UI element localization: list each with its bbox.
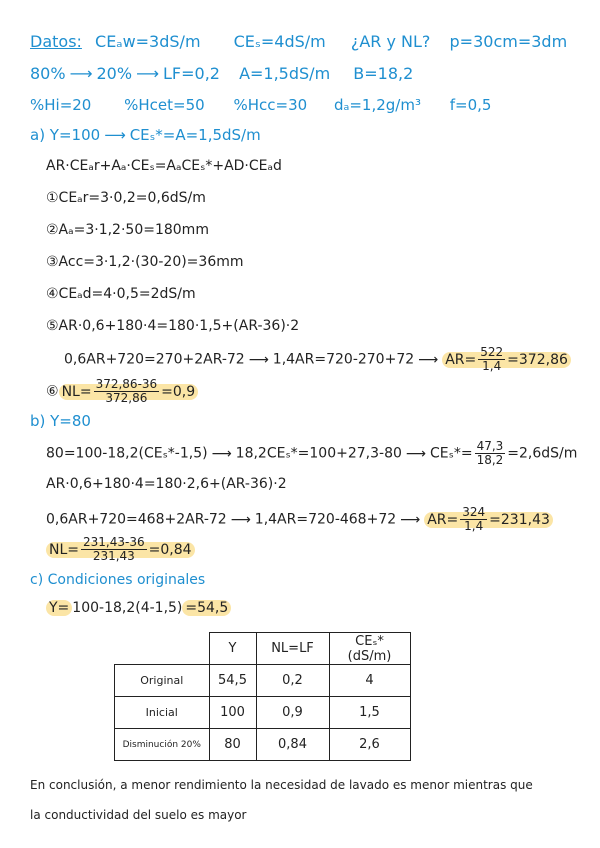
fraction-numerator: 372,86-36 [95,377,158,391]
part-a-title [30,126,261,144]
lf-value: LF=0,2 [163,64,220,83]
fraction-denominator: 1,4 [464,519,484,533]
step-6-number: ⑥ [46,383,59,400]
part-a-ces: CEₛ*=A=1,5dS/m [129,126,261,144]
table-header-cell: Y [209,633,256,665]
part-b-line-1 [46,440,577,467]
table-cell: 80 [209,729,256,761]
b-ar-label: AR= [427,511,459,528]
datos-label: Datos: [30,32,82,51]
nl-label: NL= [61,383,92,400]
table-header-cell: NL=LF [256,633,329,665]
step-2: ②Aₐ=3·1,2·50=180mm [46,222,209,238]
nl-fraction [94,378,160,405]
fraction-numerator: 324 [462,505,486,519]
b-ar-fraction [460,506,487,533]
fraction-denominator: 231,43 [92,549,135,563]
table-cell: 0,84 [256,729,329,761]
table-cell: 100 [209,697,256,729]
ceaw-value: CEₐw=3dS/m [95,32,201,51]
step-3: ③Acc=3·1,2·(30-20)=36mm [46,254,244,270]
hi-value: %Hi=20 [30,96,92,114]
data-line-3 [30,96,491,114]
fraction-denominator: 372,86 [105,391,148,405]
arrow-icon: ⟶ [418,351,439,368]
table-header-cell [115,633,210,665]
summary-table [114,632,411,761]
f-value: f=0,5 [449,96,492,114]
part-a-y: a) Y=100 [30,126,101,144]
table-row [115,729,411,761]
part-c-title: c) Condiciones originales [30,572,206,588]
fraction-denominator: 1,4 [482,359,502,373]
p-value: p=30cm=3dm [449,32,568,51]
c-y-highlight: Y= [46,600,72,616]
table-cell: Disminución 20% [115,729,210,761]
b-ar-highlight [424,505,553,533]
nl-result: =0,9 [161,383,196,400]
b-eq-3: 0,6AR+720=468+2AR-72 [46,511,227,528]
arrow-icon: ⟶ [136,64,159,83]
step-5-solution [64,346,571,373]
b-nl-fraction [81,536,147,563]
pct-20: 20% [96,64,133,83]
b-eq-4: 1,4AR=720-468+72 [254,511,397,528]
arrow-icon: ⟶ [248,351,269,368]
data-line-1 [30,32,567,51]
pct-80: 80% [30,64,66,83]
ar-result: =372,86 [507,351,568,368]
table-cell: 0,2 [256,665,329,697]
data-line-2 [30,64,413,83]
table-row [115,697,411,729]
arrow-icon: ⟶ [104,126,126,144]
table-cell: Original [115,665,210,697]
arrow-icon: ⟶ [230,511,251,528]
step-6 [46,378,198,405]
ar-fraction [478,346,505,373]
b-nl-result: =0,84 [148,541,192,558]
part-b-line-4 [46,536,195,563]
c-y-result: =54,5 [182,600,231,616]
table-cell: 54,5 [209,665,256,697]
fraction-denominator: 18,2 [476,453,504,467]
table-cell: Inicial [115,697,210,729]
b-eq-1: 80=100-18,2(CEₛ*-1,5) [46,445,208,462]
table-cell: 4 [329,665,410,697]
table-cell: 1,5 [329,697,410,729]
a-value: A=1,5dS/m [239,64,331,83]
b-ces-label: CEₛ*= [429,445,473,462]
fraction-numerator: 522 [480,345,504,359]
fraction-numerator: 47,3 [476,439,504,453]
da-value: dₐ=1,2g/m³ [333,96,421,114]
hcc-value: %Hcc=30 [233,96,308,114]
b-eq-2: 18,2CEₛ*=100+27,3-80 [235,445,402,462]
b-value: B=18,2 [353,64,414,83]
ar-label: AR= [445,351,477,368]
b-ces-result: =2,6dS/m [507,445,578,462]
step-4: ④CEₐd=4·0,5=2dS/m [46,286,196,302]
conclusion-line-1: En conclusión, a menor rendimiento la necesidad de lavado es menor mientras que [30,778,533,792]
b-nl-label: NL= [49,541,80,558]
step-1: ①CEₐr=3·0,2=0,6dS/m [46,190,206,206]
conclusion-line-2: la conductividad del suelo es mayor [30,808,247,822]
table-header-cell: CEₛ*(dS/m) [329,633,410,665]
ces-fraction [475,440,506,467]
arrow-icon: ⟶ [211,445,232,462]
table-header-row [115,633,411,665]
general-equation: AR·CEₐr+Aₐ·CEₛ=AₐCEₛ*+AD·CEₐd [46,158,282,174]
question-text: ¿AR y NL? [350,32,431,51]
part-b-line-2: AR·0,6+180·4=180·2,6+(AR-36)·2 [46,476,287,492]
fraction-numerator: 231,43-36 [83,535,145,549]
part-b-title: b) Y=80 [30,412,91,430]
part-b-line-3 [46,506,553,533]
table-row [115,665,411,697]
table-cell: 0,9 [256,697,329,729]
hcet-value: %Hcet=50 [124,96,205,114]
c-y-expression: 100-18,2(4-1,5) [72,600,183,616]
step-5-eq: 0,6AR+720=270+2AR-72 [64,351,245,368]
arrow-icon: ⟶ [400,511,421,528]
b-ar-result: =231,43 [489,511,550,528]
part-c-equation [46,600,231,616]
ar-highlight [442,345,571,373]
ces-value: CEₛ=4dS/m [233,32,326,51]
step-5-iso: 1,4AR=720-270+72 [272,351,415,368]
nl-highlight [59,377,199,405]
arrow-icon: ⟶ [405,445,426,462]
step-5: ⑤AR·0,6+180·4=180·1,5+(AR-36)·2 [46,318,300,334]
arrow-icon: ⟶ [69,64,93,83]
b-nl-highlight [46,535,195,563]
table-cell: 2,6 [329,729,410,761]
